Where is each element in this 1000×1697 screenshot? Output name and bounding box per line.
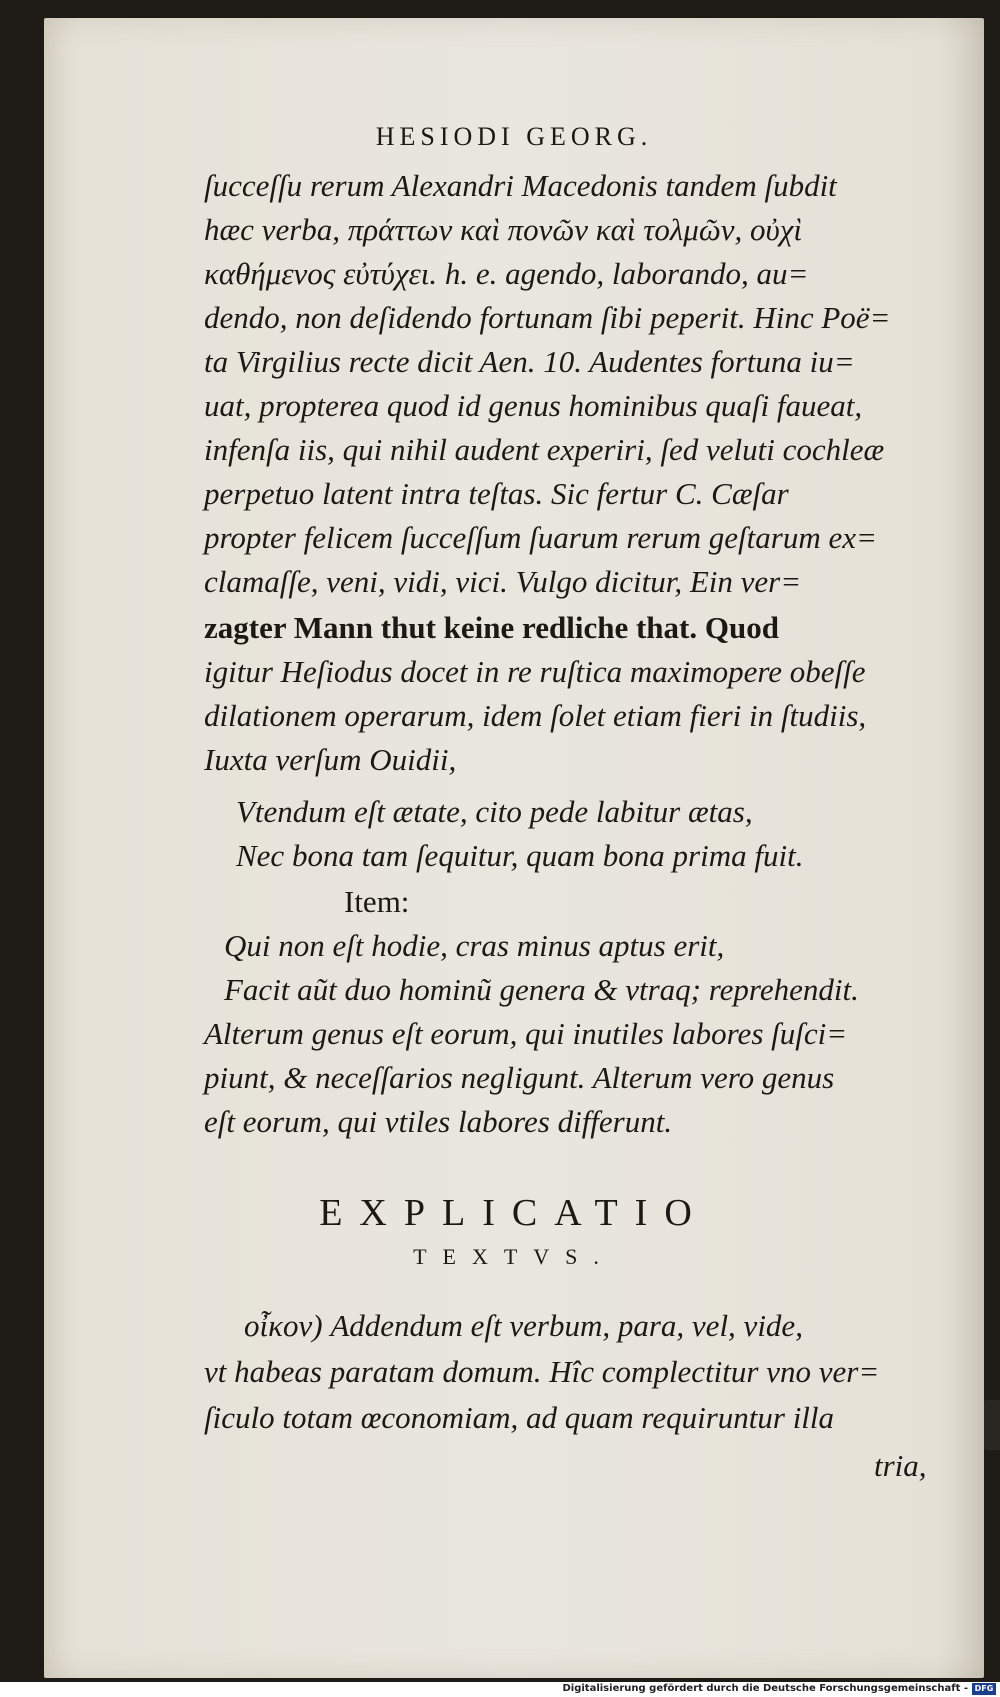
body-line-blackletter: zagter Mann thut keine redliche that. Quod — [204, 610, 779, 645]
body-line: dilationem operarum, idem ſolet etiam fieri in ſtudiis, — [204, 698, 867, 733]
verse-line: Qui non eſt hodie, cras minus aptus erit, — [224, 928, 725, 963]
body-line: uat, propterea quod id genus hominibus quaſi faueat, — [204, 388, 863, 423]
dfg-logo: DFG — [972, 1683, 996, 1695]
commentary-line: οἶκον) Addendum eſt verbum, para, vel, vide, — [244, 1308, 803, 1343]
body-line: Iuxta verſum Ouidii, — [204, 742, 457, 777]
body-line: igitur Heſiodus docet in re ruſtica maximopere obeſſe — [204, 654, 866, 689]
body-line: infenſa iis, qui nihil audent experiri, ſed veluti cochleæ — [204, 432, 885, 467]
body-line: καθήμενος εὐτύχει. h. e. agendo, laborando, au= — [204, 256, 809, 291]
item-label: Item: — [344, 884, 410, 919]
book-page — [44, 18, 984, 1678]
body-line: clamaſſe, veni, vidi, vici. Vulgo dicitur, Ein ver= — [204, 564, 802, 599]
body-line: perpetuo latent intra teſtas. Sic fertur C. Cæſar — [204, 476, 789, 511]
body-line: Facit aũt duo hominũ genera & vtraq; reprehendit. — [224, 972, 859, 1007]
running-title: HESIODI GEORG. — [375, 122, 653, 151]
body-line: propter felicem ſucceſſum ſuarum rerum geſtarum ex= — [204, 520, 877, 555]
verse-line: Nec bona tam ſequitur, quam bona prima fuit. — [236, 838, 804, 873]
commentary-line: ſiculo totam œconomiam, ad quam requiruntur illa — [204, 1400, 835, 1435]
body-line: ſucceſſu rerum Alexandri Macedonis tandem ſubdit — [204, 168, 837, 203]
body-line: eſt eorum, qui vtiles labores differunt. — [204, 1104, 673, 1139]
body-line: piunt, & neceſſarios negligunt. Alterum vero genus — [204, 1060, 835, 1095]
body-line: Alterum genus eſt eorum, qui inutiles labores ſuſci= — [204, 1016, 848, 1051]
digitization-credit: Digitalisierung gefördert durch die Deutsche Forschungsgemeinschaft - — [562, 1683, 968, 1694]
section-subtitle: TEXTVS. — [413, 1244, 615, 1269]
verse-line: Vtendum eſt ætate, cito pede labitur ætas, — [236, 794, 753, 829]
commentary-line: tria, — [874, 1448, 927, 1483]
body-line: dendo, non deſidendo fortunam ſibi peperit. Hinc Poë= — [204, 300, 891, 335]
section-title: EXPLICATIO — [319, 1192, 709, 1234]
body-line: hæc verba, πράττων καὶ πονῶν καὶ τολμῶν, οὐχὶ — [204, 212, 802, 247]
body-line: ta Virgilius recte dicit Aen. 10. Audentes fortuna iu= — [204, 344, 855, 379]
commentary-line: vt habeas paratam domum. Hîc complectitur vno ver= — [204, 1354, 880, 1389]
